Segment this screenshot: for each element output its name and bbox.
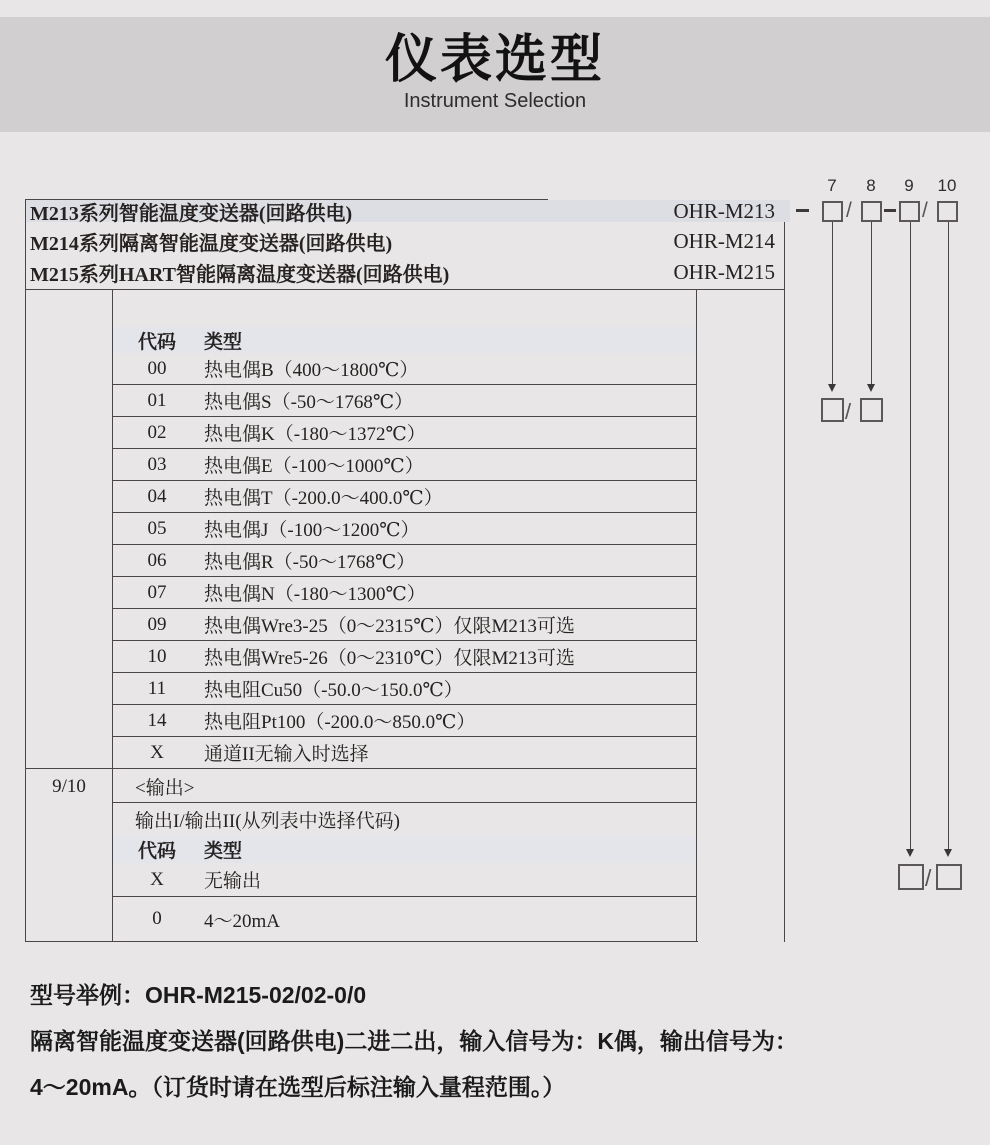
example-description-line1: 隔离智能温度变送器(回路供电)二进二出，输入信号为：K偶，输出信号为： xyxy=(30,1028,798,1054)
product-model: OHR-M214 xyxy=(673,228,775,253)
type-cell: 热电偶J（-100～1200℃） xyxy=(204,520,420,541)
type-cell: 热电偶R（-50～1768℃） xyxy=(204,552,416,573)
product-row-m215 xyxy=(30,258,775,286)
arrowhead-icon xyxy=(944,849,952,857)
product-model: OHR-M215 xyxy=(673,259,775,284)
code-box-10 xyxy=(937,201,958,222)
header-type: 类型 xyxy=(204,331,243,353)
code-cell: 02 xyxy=(147,421,167,443)
code-cell: 04 xyxy=(147,485,167,507)
code-cell: X xyxy=(150,868,164,890)
products-bottom-border xyxy=(25,289,784,290)
example-description-line2: 4～20mA。（订货时请在选型后标注输入量程范围。） xyxy=(30,1074,566,1100)
input-table-header xyxy=(113,327,696,353)
model-example-block xyxy=(30,972,965,1110)
header-code: 代码 xyxy=(137,841,176,862)
code-cell: 0 xyxy=(152,908,162,929)
type-cell: 热电偶N（-180～1300℃） xyxy=(204,584,426,605)
type-cell: 热电偶S（-50～1768℃） xyxy=(204,392,414,413)
table-row xyxy=(113,897,696,941)
code-cell: 05 xyxy=(147,517,167,539)
code-cell: X xyxy=(150,741,164,763)
arrowhead-icon xyxy=(867,384,875,392)
table-row xyxy=(113,449,696,481)
table-row xyxy=(113,673,696,705)
product-name: M213系列智能温度变送器(回路供电) xyxy=(30,202,353,225)
output-position-label: 9/10 xyxy=(52,776,86,797)
code-cell: 06 xyxy=(147,549,167,571)
table-row xyxy=(113,863,696,897)
type-cell: 4～20mA xyxy=(204,910,281,932)
slash-separator: / xyxy=(846,199,852,222)
table-row xyxy=(113,705,696,737)
type-cell: 无输出 xyxy=(204,871,262,892)
arrow-line-10 xyxy=(948,222,949,849)
section-divider-line xyxy=(25,768,114,769)
table-row xyxy=(113,513,696,545)
code-cell: 01 xyxy=(147,389,167,411)
type-cell: 热电阻Pt100（-200.0～850.0℃） xyxy=(204,712,476,733)
page-title: 仪表选型 xyxy=(384,31,605,89)
header-code: 代码 xyxy=(137,331,176,353)
type-cell: 通道II无输入时选择 xyxy=(204,744,369,765)
arrowhead-icon xyxy=(828,384,836,392)
type-cell: 热电偶K（-180～1372℃） xyxy=(204,424,426,445)
product-name: M214系列隔离智能温度变送器(回路供电) xyxy=(30,232,393,255)
code-box-7 xyxy=(822,201,843,222)
dash-separator xyxy=(796,209,809,212)
code-box-8 xyxy=(861,201,882,222)
type-cell: 热电偶B（400～1800℃） xyxy=(204,360,419,381)
product-row-m213 xyxy=(30,197,775,225)
product-row-m214 xyxy=(30,227,775,255)
input-code-table xyxy=(113,327,696,769)
output-table-header xyxy=(113,836,696,863)
example-label: 型号举例： xyxy=(30,982,145,1008)
input-code-box-2 xyxy=(860,398,883,422)
position-number-7: 7 xyxy=(827,176,837,195)
example-model-line xyxy=(30,972,965,1018)
output-code-box-2 xyxy=(936,864,962,890)
code-cell: 14 xyxy=(147,709,167,731)
type-cell: 热电阻Cu50（-50.0～150.0℃） xyxy=(204,680,463,701)
product-name: M215系列HART智能隔离温度变送器(回路供电) xyxy=(30,263,450,286)
table-bottom-border xyxy=(25,941,698,942)
table-row xyxy=(113,545,696,577)
position-number-9: 9 xyxy=(904,176,914,195)
type-cell: 热电偶E（-100～1000℃） xyxy=(204,456,424,477)
code-cell: 11 xyxy=(147,677,167,699)
table-row xyxy=(113,353,696,385)
table-row xyxy=(113,641,696,673)
type-cell: 热电偶T（-200.0～400.0℃） xyxy=(204,488,443,509)
table-row xyxy=(113,577,696,609)
table-row xyxy=(113,737,696,769)
content-right-border xyxy=(696,289,697,942)
code-cell: 07 xyxy=(147,581,167,603)
arrow-line-7 xyxy=(832,222,833,384)
code-cell: 10 xyxy=(147,645,167,667)
dash-separator xyxy=(884,209,896,212)
type-cell: 热电偶Wre5-26（0～2310℃）仅限M213可选 xyxy=(204,648,575,669)
arrow-line-8 xyxy=(871,222,872,384)
table-row xyxy=(113,385,696,417)
slash-separator: / xyxy=(845,399,852,424)
output-group-title: <输出> xyxy=(113,770,696,803)
table-row xyxy=(113,481,696,513)
table-right-frame xyxy=(784,222,785,942)
output-code-box-1 xyxy=(898,864,924,890)
code-cell: 09 xyxy=(147,613,167,635)
example-model: OHR-M215-02/02-0/0 xyxy=(145,982,367,1008)
arrowhead-icon xyxy=(906,849,914,857)
code-box-9 xyxy=(899,201,920,222)
product-model: OHR-M213 xyxy=(673,198,775,223)
page-subtitle: Instrument Selection xyxy=(403,90,587,112)
arrow-line-9 xyxy=(910,222,911,849)
output-group-subtitle: 输出I/输出II(从列表中选择代码) xyxy=(135,811,400,832)
slash-separator: / xyxy=(922,199,928,222)
position-number-10: 10 xyxy=(937,176,957,195)
type-cell: 热电偶Wre3-25（0～2315℃）仅限M213可选 xyxy=(204,616,575,637)
title-band xyxy=(0,17,990,132)
input-code-box-1 xyxy=(821,398,844,422)
code-cell: 03 xyxy=(147,453,167,475)
code-cell: 00 xyxy=(147,357,167,379)
table-row xyxy=(113,417,696,449)
table-row xyxy=(113,609,696,641)
slash-separator: / xyxy=(925,865,932,891)
header-type: 类型 xyxy=(204,841,243,862)
position-number-8: 8 xyxy=(866,176,876,195)
table-left-border xyxy=(25,199,26,942)
output-table xyxy=(113,770,696,941)
